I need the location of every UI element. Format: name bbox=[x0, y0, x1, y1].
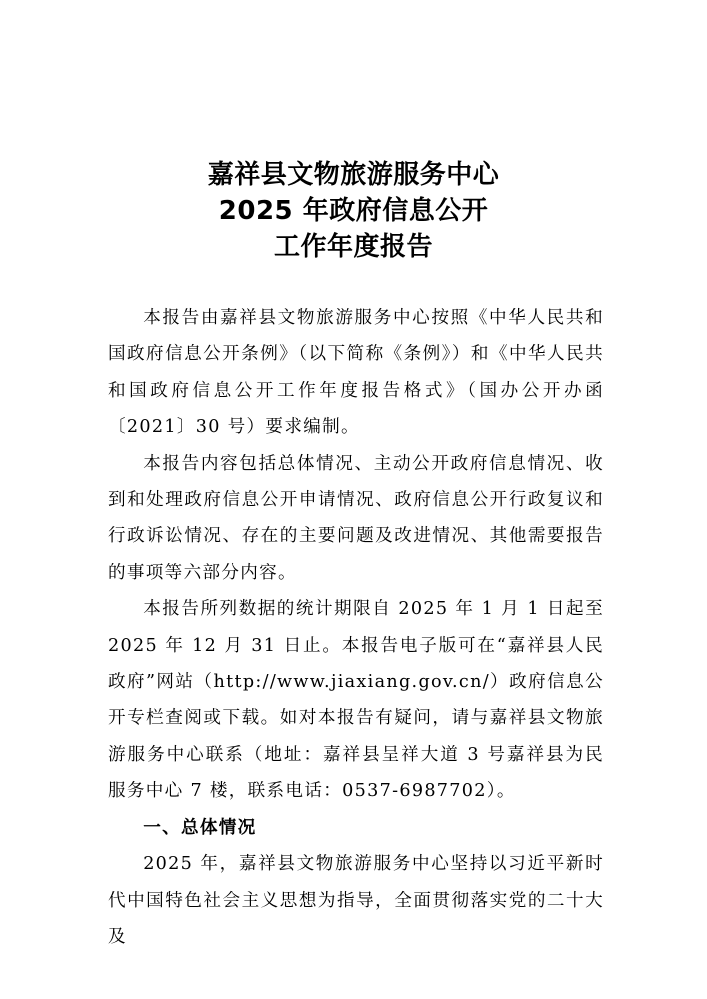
title-line-report: 工作年度报告 bbox=[273, 232, 433, 262]
section-heading-overview: 一、总体情况 bbox=[143, 817, 257, 838]
paragraph-basis: 本报告由嘉祥县文物旅游服务中心按照《中华人民共和国政府信息公开条例》（以下简称《条例》）和《中华人民共和国政府信息公开工作年度报告格式》（国办公开办函〔2021〕30 号）要求编制。 bbox=[108, 308, 604, 438]
report-title bbox=[0, 157, 707, 265]
report-body bbox=[108, 300, 604, 955]
title-line-organization: 嘉祥县文物旅游服务中心 bbox=[207, 160, 500, 190]
paragraph-contents: 本报告内容包括总体情况、主动公开政府信息情况、收到和处理政府信息公开申请情况、政府信息公开行政复议和行政诉讼情况、存在的主要问题及改进情况、其他需要报告的事项等六部分内容。 bbox=[108, 453, 604, 583]
title-line-year: 2025 年政府信息公开 bbox=[218, 196, 489, 226]
paragraph-period-and-contact: 本报告所列数据的统计期限自 2025 年 1 月 1 日起至 2025 年 12 月 31 日止。本报告电子版可在“嘉祥县人民政府”网站（http://www.jiaxiang.gov.cn/）政府信息公开专栏查阅或下载。如对本报告有疑问，请与嘉祥县文物旅游服务中心联系（地址：嘉祥县呈祥大道 3 号嘉祥县为民服务中心 7 楼，联系电话：0537-6987702）。 bbox=[108, 599, 604, 802]
paragraph-overview: 2025 年，嘉祥县文物旅游服务中心坚持以习近平新时代中国特色社会主义思想为指导，全面贯彻落实党的二十大及 bbox=[108, 854, 604, 947]
